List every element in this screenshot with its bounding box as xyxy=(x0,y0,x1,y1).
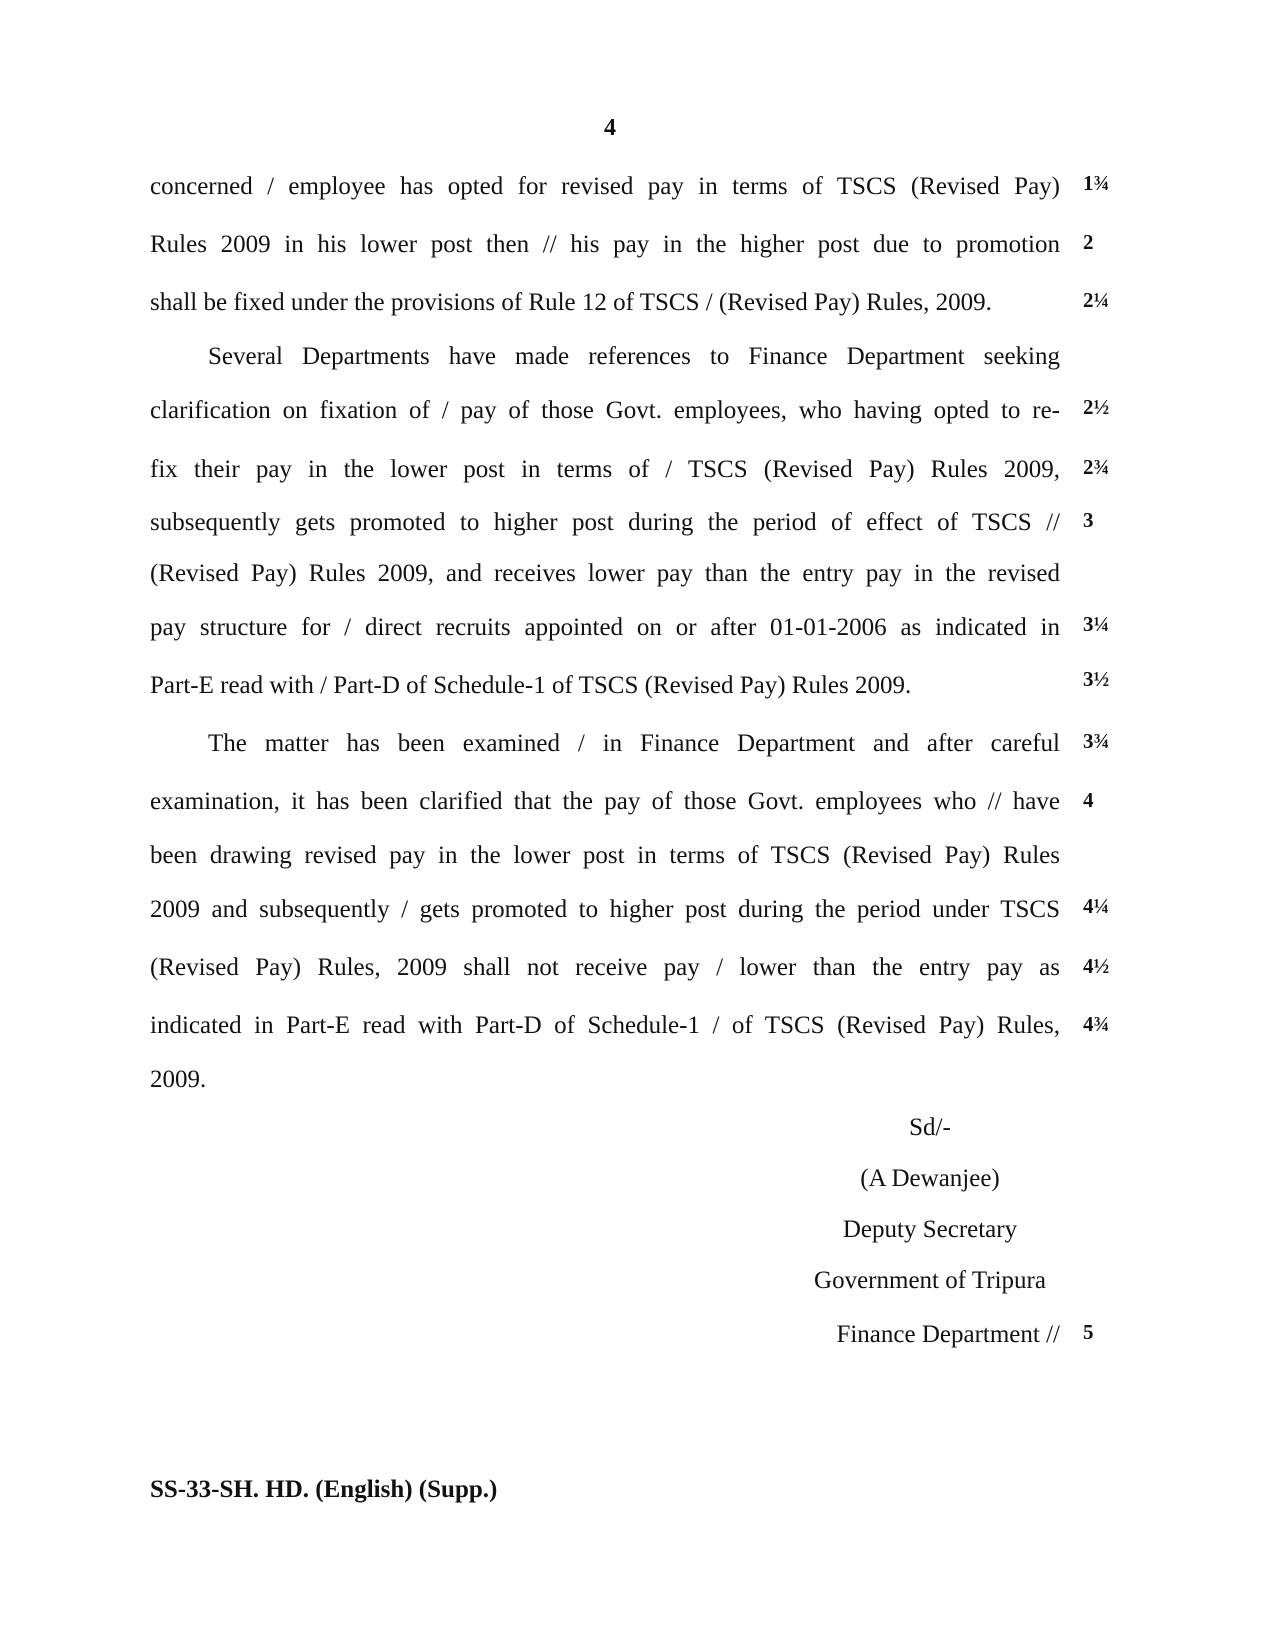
margin-mark: 4½ xyxy=(1083,954,1110,978)
text-line: The matter has been examined / in Finance Department and after careful xyxy=(208,730,1060,757)
document-footer-code: SS-33-SH. HD. (English) (Supp.) xyxy=(150,1476,498,1503)
text-line: Part-E read with / Part-D of Schedule-1 of TSCS (Revised Pay) Rules 2009. xyxy=(150,672,912,699)
signatory-department: Finance Department // xyxy=(836,1321,1060,1348)
text-line: pay structure for / direct recruits appointed on or after 01-01-2006 as indicated in xyxy=(150,614,1060,641)
text-line: subsequently gets promoted to higher post during the period of effect of TSCS // xyxy=(150,509,1060,536)
margin-mark: 2 xyxy=(1083,230,1094,254)
text-line: concerned / employee has opted for revised pay in terms of TSCS (Revised Pay) xyxy=(150,173,1060,200)
text-line: been drawing revised pay in the lower post in terms of TSCS (Revised Pay) Rules xyxy=(150,842,1060,869)
signatory-name: (A Dewanjee) xyxy=(860,1165,1000,1192)
text-line: clarification on fixation of / pay of those Govt. employees, who having opted to re- xyxy=(150,397,1060,424)
margin-mark: 3¾ xyxy=(1083,729,1110,753)
text-line: (Revised Pay) Rules, 2009 shall not receive pay / lower than the entry pay as xyxy=(150,954,1060,981)
margin-mark: 2¼ xyxy=(1083,288,1110,312)
signatory-designation: Deputy Secretary xyxy=(842,1216,1018,1243)
text-line: Rules 2009 in his lower post then // his pay in the higher post due to promotion xyxy=(150,231,1060,258)
margin-mark: 3¼ xyxy=(1083,612,1110,636)
text-line: fix their pay in the lower post in terms of / TSCS (Revised Pay) Rules 2009, xyxy=(150,456,1060,483)
page-number: 4 xyxy=(604,115,616,141)
margin-mark: 2¾ xyxy=(1083,455,1110,479)
text-line: examination, it has been clarified that the pay of those Govt. employees who // have xyxy=(150,788,1060,815)
text-line: Several Departments have made references to Finance Department seeking xyxy=(208,343,1060,370)
text-line: indicated in Part-E read with Part-D of Schedule-1 / of TSCS (Revised Pay) Rules, xyxy=(150,1012,1060,1039)
margin-mark: 4¼ xyxy=(1083,894,1110,918)
margin-mark: 3½ xyxy=(1083,667,1110,691)
text-line: 2009 and subsequently / gets promoted to higher post during the period under TSCS xyxy=(150,896,1060,923)
margin-mark: 3 xyxy=(1083,508,1094,532)
margin-mark: 4¾ xyxy=(1083,1012,1110,1036)
text-line: 2009. xyxy=(150,1066,207,1093)
margin-mark: 4 xyxy=(1083,788,1094,812)
margin-mark: 1¾ xyxy=(1083,171,1110,195)
text-line: shall be fixed under the provisions of Rule 12 of TSCS / (Revised Pay) Rules, 2009. xyxy=(150,289,992,316)
text-line: (Revised Pay) Rules 2009, and receives lower pay than the entry pay in the revised xyxy=(150,560,1060,587)
margin-mark: 5 xyxy=(1083,1320,1094,1344)
signature-sd: Sd/- xyxy=(909,1114,951,1141)
signatory-government: Government of Tripura xyxy=(814,1267,1046,1294)
margin-mark: 2½ xyxy=(1083,395,1110,419)
